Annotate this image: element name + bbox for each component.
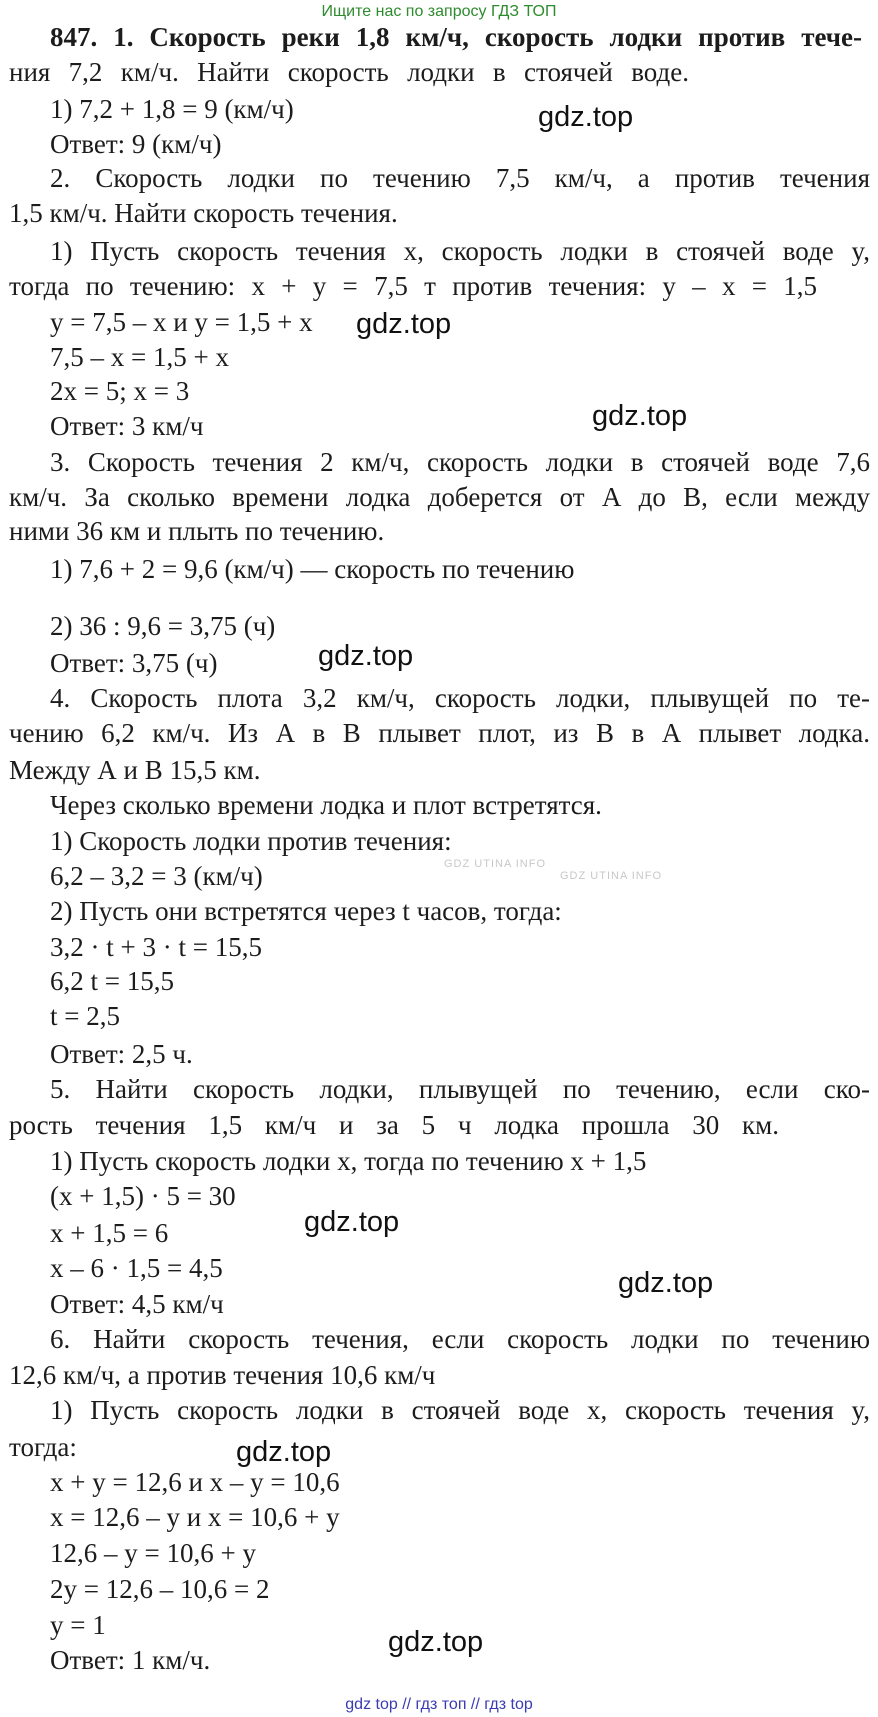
- text-line: Через сколько времени лодка и плот встретятся.: [50, 790, 602, 820]
- watermark: gdz.top: [538, 101, 634, 133]
- text-line: Между А и В 15,5 км.: [9, 755, 261, 785]
- text-line: 1,5 км/ч. Найти скорость течения.: [9, 198, 398, 228]
- text-line: 1) 7,6 + 2 = 9,6 (км/ч) — скорость по течению: [50, 554, 575, 584]
- text-line: 2) Пусть они встретятся через t часов, тогда:: [50, 896, 562, 926]
- text-line: y = 7,5 – x и y = 1,5 + x: [50, 307, 313, 337]
- text-line: (x + 1,5) · 5 = 30: [50, 1181, 236, 1211]
- text-line: Ответ: 9 (км/ч): [50, 129, 222, 159]
- text-line: тогда:: [9, 1432, 77, 1462]
- text-line: x – 6 · 1,5 = 4,5: [50, 1253, 223, 1283]
- text-line: км/ч. За сколько времени лодка доберется от А до В, если между: [9, 482, 870, 512]
- text-line: Ответ: 4,5 км/ч: [50, 1289, 224, 1319]
- watermark: gdz.top: [618, 1267, 714, 1299]
- watermark: gdz.top: [318, 640, 414, 672]
- text-line: тогда по течению: x + y = 7,5 т против течения: y – x = 1,5: [9, 271, 817, 301]
- text-line: ния 7,2 км/ч. Найти скорость лодки в стоячей воде.: [9, 57, 689, 87]
- text-line: 5. Найти скорость лодки, плывущей по течению, если ско-: [50, 1074, 870, 1104]
- text-line: ними 36 км и плыть по течению.: [9, 516, 385, 546]
- text-line: 1) Скорость лодки против течения:: [50, 826, 452, 856]
- text-line: 6,2 – 3,2 = 3 (км/ч): [50, 861, 263, 891]
- text-line: y = 1: [50, 1610, 106, 1640]
- text-line: 3,2 · t + 3 · t = 15,5: [50, 932, 262, 962]
- watermark: gdz.top: [356, 308, 452, 340]
- text-line: чению 6,2 км/ч. Из А в В плывет плот, из В в А плывет лодка.: [9, 718, 870, 748]
- text-line: 4. Скорость плота 3,2 км/ч, скорость лодки, плывущей по те-: [50, 683, 870, 713]
- footer-links[interactable]: gdz top // гдз топ // гдз top: [345, 1696, 533, 1713]
- watermark: gdz.top: [388, 1626, 484, 1658]
- text-line: x + y = 12,6 и x – y = 10,6: [50, 1467, 340, 1497]
- text-line: 847. 1. Скорость реки 1,8 км/ч, скорость лодки против тече-: [50, 22, 862, 52]
- watermark: gdz.top: [236, 1436, 332, 1468]
- faint-watermark: GDZ UTINA INFO: [444, 858, 546, 870]
- text-line: Ответ: 1 км/ч.: [50, 1645, 211, 1675]
- text-line: 6,2 t = 15,5: [50, 966, 174, 996]
- text-line: 1) Пусть скорость лодки в стоячей воде x, скорость течения y,: [50, 1395, 870, 1425]
- text-line: 2x = 5; x = 3: [50, 376, 190, 406]
- text-line: Ответ: 2,5 ч.: [50, 1039, 193, 1069]
- text-line: Ответ: 3 км/ч: [50, 411, 204, 441]
- text-line: 2y = 12,6 – 10,6 = 2: [50, 1574, 270, 1604]
- text-line: 12,6 – y = 10,6 + y: [50, 1538, 256, 1568]
- watermark: gdz.top: [592, 400, 688, 432]
- text-line: 2. Скорость лодки по течению 7,5 км/ч, а против течения: [50, 163, 870, 193]
- text-line: 1) Пусть скорость течения x, скорость лодки в стоячей воде y,: [50, 236, 870, 266]
- text-line: 1) 7,2 + 1,8 = 9 (км/ч): [50, 94, 294, 124]
- top-banner[interactable]: Ищите нас по запросу ГДЗ ТОП: [321, 3, 557, 20]
- text-line: 3. Скорость течения 2 км/ч, скорость лодки в стоячей воде 7,6: [50, 447, 870, 477]
- watermark: gdz.top: [304, 1206, 400, 1238]
- text-line: 6. Найти скорость течения, если скорость лодки по течению: [50, 1324, 870, 1354]
- text-line: t = 2,5: [50, 1001, 120, 1031]
- text-line: Ответ: 3,75 (ч): [50, 648, 218, 678]
- text-line: 2) 36 : 9,6 = 3,75 (ч): [50, 611, 276, 641]
- text-line: 12,6 км/ч, а против течения 10,6 км/ч: [9, 1360, 436, 1390]
- faint-watermark: GDZ UTINA INFO: [560, 870, 662, 882]
- text-line: 7,5 – x = 1,5 + x: [50, 342, 229, 372]
- text-line: 1) Пусть скорость лодки x, тогда по течению x + 1,5: [50, 1146, 647, 1176]
- text-line: x = 12,6 – y и x = 10,6 + y: [50, 1502, 340, 1532]
- text-line: рость течения 1,5 км/ч и за 5 ч лодка прошла 30 км.: [9, 1110, 779, 1140]
- text-line: x + 1,5 = 6: [50, 1218, 169, 1248]
